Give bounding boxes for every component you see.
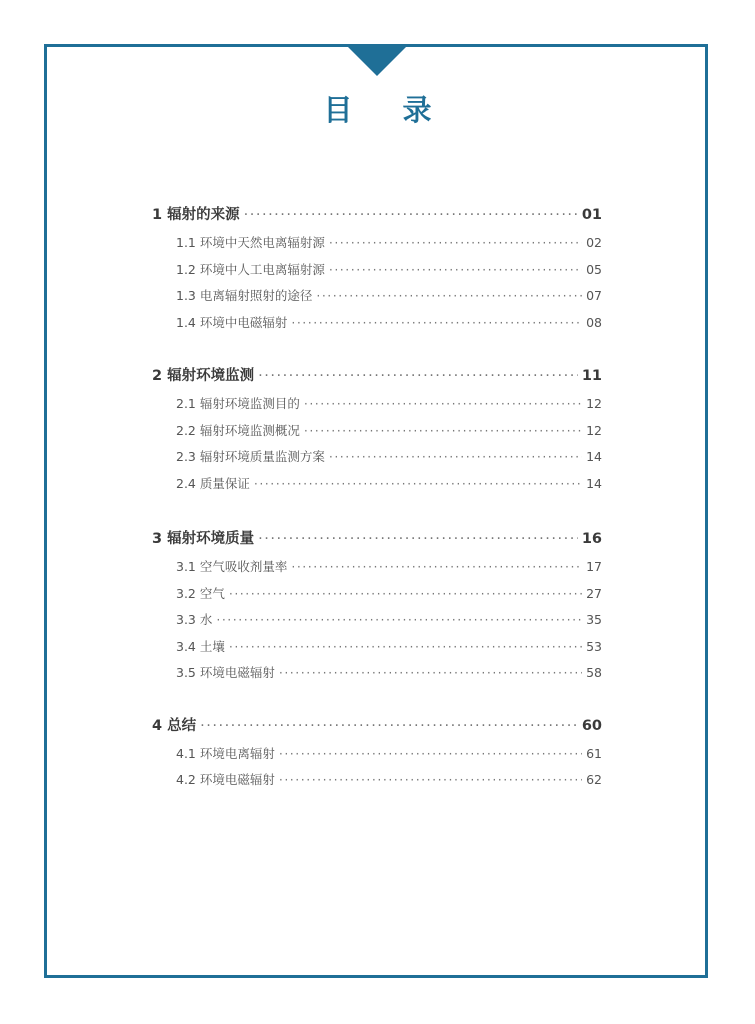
toc-page-number: 27 [586, 585, 602, 601]
toc-page-number: 05 [586, 261, 602, 277]
toc-entry-label: 4.1 环境电离辐射 [176, 745, 275, 761]
toc-entry-chapter-3[interactable] [152, 524, 602, 554]
dot-leader [244, 200, 578, 230]
toc-entry-label: 3.2 空气 [176, 585, 225, 601]
toc-page-number: 11 [581, 368, 602, 384]
dot-leader [316, 283, 582, 310]
toc-entry-1-2[interactable] [152, 257, 602, 284]
toc-entry-2-2[interactable] [152, 418, 602, 445]
toc-page-number: 12 [586, 396, 602, 411]
toc-entry-label: 4 总结 [152, 717, 197, 734]
dot-leader [200, 711, 578, 741]
toc-entry-label: 2.2 辐射环境监测概况 [176, 422, 300, 438]
dot-leader [279, 767, 582, 794]
toc-section-4 [152, 711, 602, 794]
dot-leader [258, 524, 578, 554]
toc-entry-label: 3.5 环境电磁辐射 [176, 665, 275, 680]
table-of-contents [152, 200, 602, 794]
toc-entry-3-5[interactable] [152, 660, 602, 687]
toc-entry-3-2[interactable] [152, 581, 602, 608]
toc-entry-label: 2.1 辐射环境监测目的 [176, 396, 300, 411]
dot-leader [329, 257, 582, 284]
dot-leader [254, 471, 582, 498]
toc-page-number: 12 [586, 422, 602, 438]
toc-entry-label: 4.2 环境电磁辐射 [176, 772, 275, 787]
toc-page-number: 08 [586, 314, 602, 330]
toc-entry-1-1[interactable] [152, 230, 602, 257]
dot-leader [304, 418, 582, 445]
toc-entry-label: 1.2 环境中人工电离辐射源 [176, 261, 325, 277]
toc-entry-chapter-2[interactable] [152, 361, 602, 391]
dot-leader [279, 741, 582, 768]
toc-page-number: 14 [586, 475, 602, 491]
toc-entry-label: 1.3 电离辐射照射的途径 [176, 288, 313, 303]
dot-leader [216, 607, 582, 634]
toc-entry-chapter-4[interactable] [152, 711, 602, 741]
dot-leader [304, 391, 582, 418]
toc-entry-chapter-1[interactable] [152, 200, 602, 230]
dot-leader [258, 361, 578, 391]
dot-leader [329, 230, 582, 257]
toc-page-number: 17 [586, 559, 602, 574]
toc-entry-label: 1.4 环境中电磁辐射 [176, 314, 288, 330]
toc-entry-4-2[interactable] [152, 767, 602, 794]
toc-entry-3-4[interactable] [152, 634, 602, 661]
toc-entry-label: 2.3 辐射环境质量监测方案 [176, 449, 325, 464]
toc-page-number: 02 [586, 235, 602, 250]
toc-page-number: 62 [586, 772, 602, 787]
toc-entry-label: 1.1 环境中天然电离辐射源 [176, 235, 325, 250]
dot-leader [329, 444, 582, 471]
dot-leader [229, 634, 582, 661]
toc-page-number: 07 [586, 288, 602, 303]
toc-page-number: 58 [586, 665, 602, 680]
toc-entry-label: 1 辐射的来源 [152, 207, 240, 223]
toc-section-1 [152, 200, 602, 336]
toc-entry-2-1[interactable] [152, 391, 602, 418]
toc-entry-label: 2 辐射环境监测 [152, 368, 255, 384]
toc-entry-2-3[interactable] [152, 444, 602, 471]
dot-leader [291, 310, 582, 337]
toc-page-number: 01 [581, 207, 602, 223]
toc-entry-label: 2.4 质量保证 [176, 475, 250, 491]
toc-page-number: 61 [586, 745, 602, 761]
toc-entry-label: 3 辐射环境质量 [152, 531, 255, 547]
toc-page-number: 14 [586, 449, 602, 464]
page-title: 目 录 [323, 93, 452, 127]
toc-page-number: 16 [581, 531, 602, 547]
toc-section-3 [152, 524, 602, 687]
toc-page-number: 35 [586, 612, 602, 627]
toc-entry-label: 3.4 土壤 [176, 638, 225, 654]
toc-entry-2-4[interactable] [152, 471, 602, 498]
toc-section-2 [152, 361, 602, 497]
toc-entry-1-4[interactable] [152, 310, 602, 337]
dot-leader [291, 554, 582, 581]
toc-entry-4-1[interactable] [152, 741, 602, 768]
toc-page-number: 60 [581, 717, 602, 734]
dot-leader [229, 581, 582, 608]
toc-entry-label: 3.1 空气吸收剂量率 [176, 559, 288, 574]
triangle-marker-icon [345, 44, 409, 76]
toc-page-number: 53 [586, 638, 602, 654]
toc-entry-label: 3.3 水 [176, 612, 213, 627]
toc-entry-3-3[interactable] [152, 607, 602, 634]
toc-entry-1-3[interactable] [152, 283, 602, 310]
toc-entry-3-1[interactable] [152, 554, 602, 581]
dot-leader [279, 660, 582, 687]
